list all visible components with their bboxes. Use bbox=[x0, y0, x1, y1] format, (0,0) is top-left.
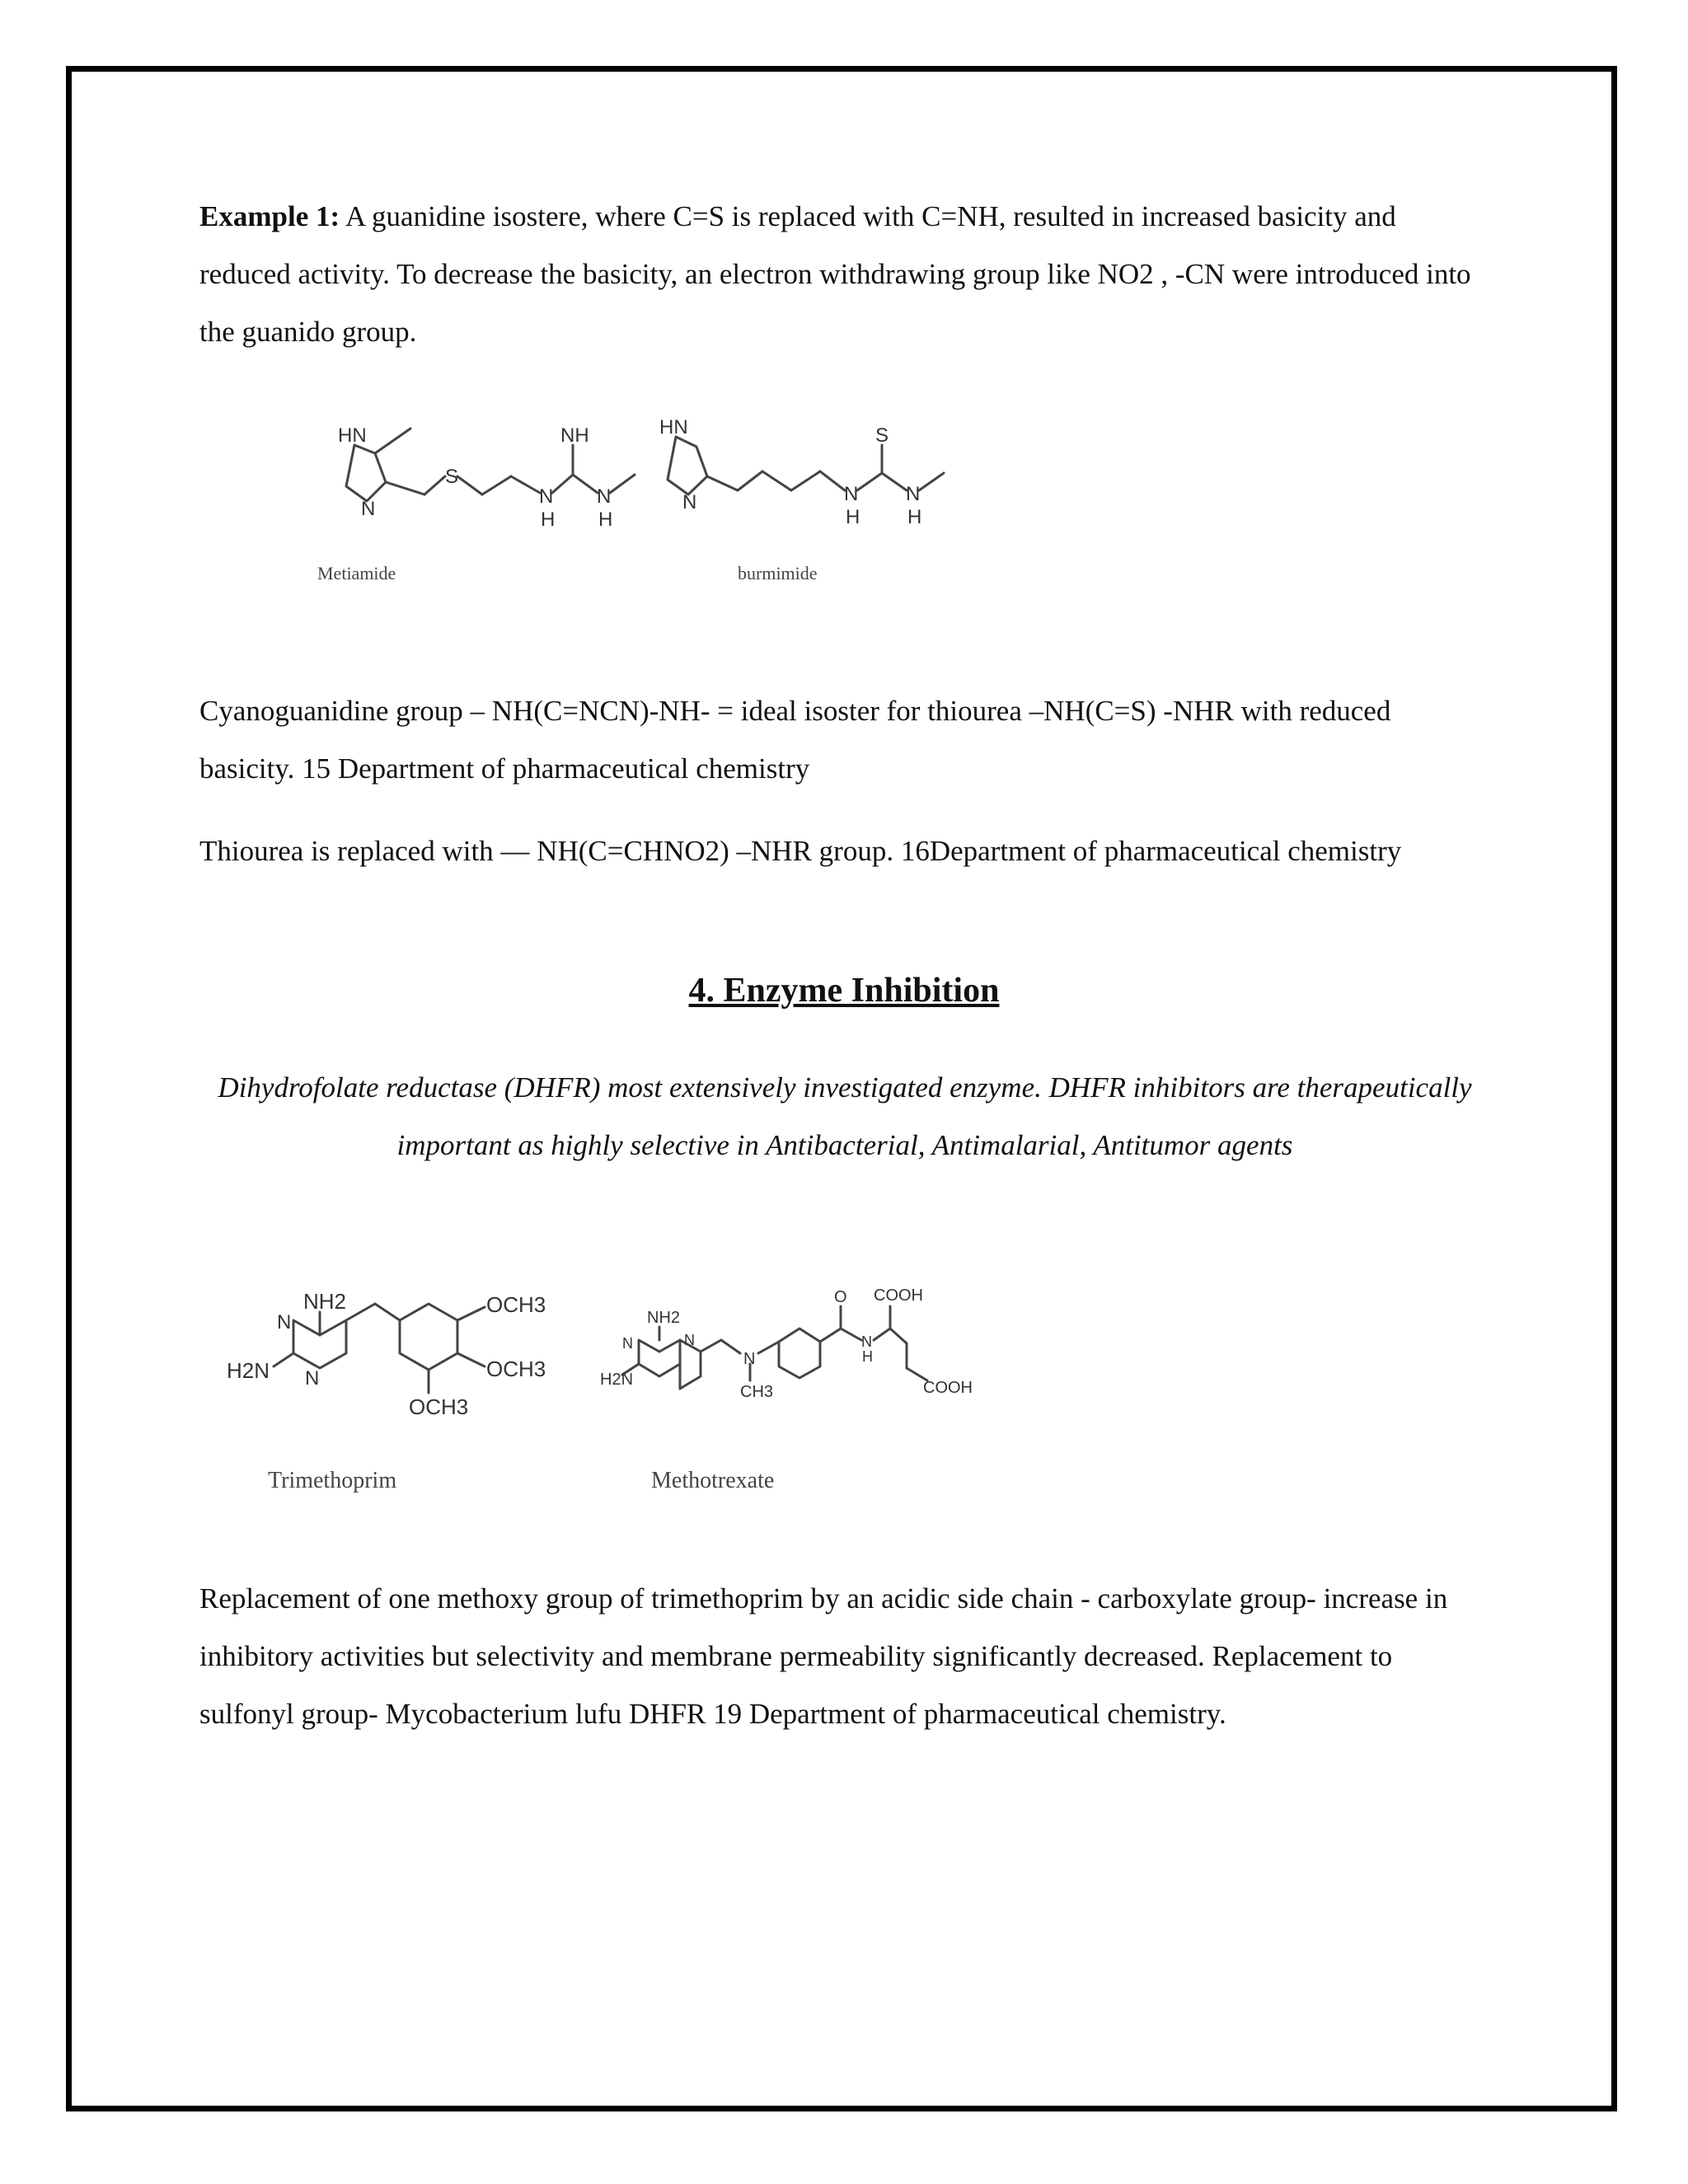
chemical-structures-2 bbox=[223, 1261, 1030, 1508]
caption-metiamide: Metiamide bbox=[317, 563, 396, 583]
trimethoprim-och3-2-label: OCH3 bbox=[486, 1357, 546, 1381]
methotrexate-nh2-label: NH2 bbox=[647, 1309, 681, 1327]
dhfr-paragraph: Dihydrofolate reductase (DHFR) most extensively investigated enzyme. DHFR inhibitors are therapeutically important as highly selective in Antibacterial, Antimalarial, Antitumor agents bbox=[218, 1071, 1472, 1161]
trimethoprim-structure bbox=[227, 1289, 546, 1493]
example-1-label: Example 1: bbox=[199, 200, 340, 232]
metiamide-n1-label: N bbox=[539, 485, 554, 508]
caption-methotrexate: Methotrexate bbox=[651, 1468, 775, 1493]
burimamide-n-label: N bbox=[682, 491, 697, 513]
burimamide-h1-label: H bbox=[846, 506, 860, 528]
methotrexate-h2n-label: H2N bbox=[600, 1371, 634, 1389]
methotrexate-n1-label: N bbox=[622, 1335, 633, 1352]
methotrexate-structure bbox=[600, 1286, 973, 1493]
trimethoprim-och3-1-label: OCH3 bbox=[486, 1292, 546, 1317]
burimamide-hn-label: HN bbox=[659, 416, 688, 438]
example-1-paragraph bbox=[199, 188, 1485, 361]
methotrexate-cooh-2-label: COOH bbox=[923, 1379, 973, 1397]
metiamide-h1-label: H bbox=[541, 509, 556, 531]
methotrexate-cooh-1-label: COOH bbox=[874, 1286, 923, 1305]
metiamide-n-label: N bbox=[361, 498, 376, 520]
burimamide-s-label: S bbox=[875, 424, 889, 447]
trimethoprim-nh2-label: NH2 bbox=[303, 1289, 347, 1314]
burimamide-n2-label: N bbox=[906, 483, 921, 505]
cyanoguanidine-paragraph: Cyanoguanidine group – NH(C=NCN)-NH- = ideal isoster for thiourea –NH(C=S) -NHR with reduced basicity. 15 Department of pharmaceutical chemistry bbox=[199, 695, 1391, 785]
methotrexate-n3-label: N bbox=[743, 1350, 756, 1368]
methotrexate-n2-label: N bbox=[684, 1332, 695, 1348]
burimamide-h2-label: H bbox=[907, 506, 922, 528]
chemical-structures-1 bbox=[313, 404, 989, 593]
caption-trimethoprim: Trimethoprim bbox=[268, 1468, 397, 1493]
section-heading-enzyme-inhibition: 4. Enzyme Inhibition bbox=[688, 972, 1000, 1010]
figure-metiamide-burimamide bbox=[313, 404, 989, 593]
trimethoprim-h2n-label: H2N bbox=[227, 1358, 270, 1383]
trimethoprim-och3-3-label: OCH3 bbox=[409, 1394, 469, 1419]
replacement-paragraph: Replacement of one methoxy group of trimethoprim by an acidic side chain - carboxylate group- increase in inhibitory activities but selectivity and membrane permeability significantly decreased. Replacement to sulfonyl group- Mycobacterium lufu DHFR 19 Department of pharmaceutical chemistry. bbox=[199, 1582, 1448, 1730]
metiamide-h2-label: H bbox=[598, 509, 613, 531]
metiamide-nh-label: NH bbox=[560, 424, 589, 447]
methotrexate-o-label: O bbox=[834, 1288, 847, 1306]
metiamide-structure bbox=[317, 424, 635, 583]
metiamide-n2-label: N bbox=[597, 485, 612, 508]
caption-burimamide: burmimide bbox=[738, 563, 818, 583]
methotrexate-n4-label: N bbox=[861, 1333, 872, 1350]
metiamide-s-label: S bbox=[445, 466, 459, 488]
burimamide-n1-label: N bbox=[844, 483, 859, 505]
methotrexate-ch3-label: CH3 bbox=[740, 1383, 774, 1401]
trimethoprim-n2-label: N bbox=[305, 1367, 320, 1390]
example-1-text: A guanidine isostere, where C=S is replaced with C=NH, resulted in increased basicity and reduced activity. To decrease the basicity, an electron withdrawing group like NO2 , -CN were introduced into the guanido group. bbox=[199, 200, 1471, 348]
trimethoprim-n1-label: N bbox=[277, 1311, 292, 1333]
burimamide-structure bbox=[659, 416, 944, 583]
thiourea-paragraph: Thiourea is replaced with –– NH(C=CHNO2) –NHR group. 16Department of pharmaceutical chemistry bbox=[199, 835, 1402, 867]
methotrexate-h-label: H bbox=[862, 1348, 873, 1365]
metiamide-hn-label: HN bbox=[338, 424, 367, 447]
figure-trimethoprim-methotrexate bbox=[223, 1261, 1030, 1508]
